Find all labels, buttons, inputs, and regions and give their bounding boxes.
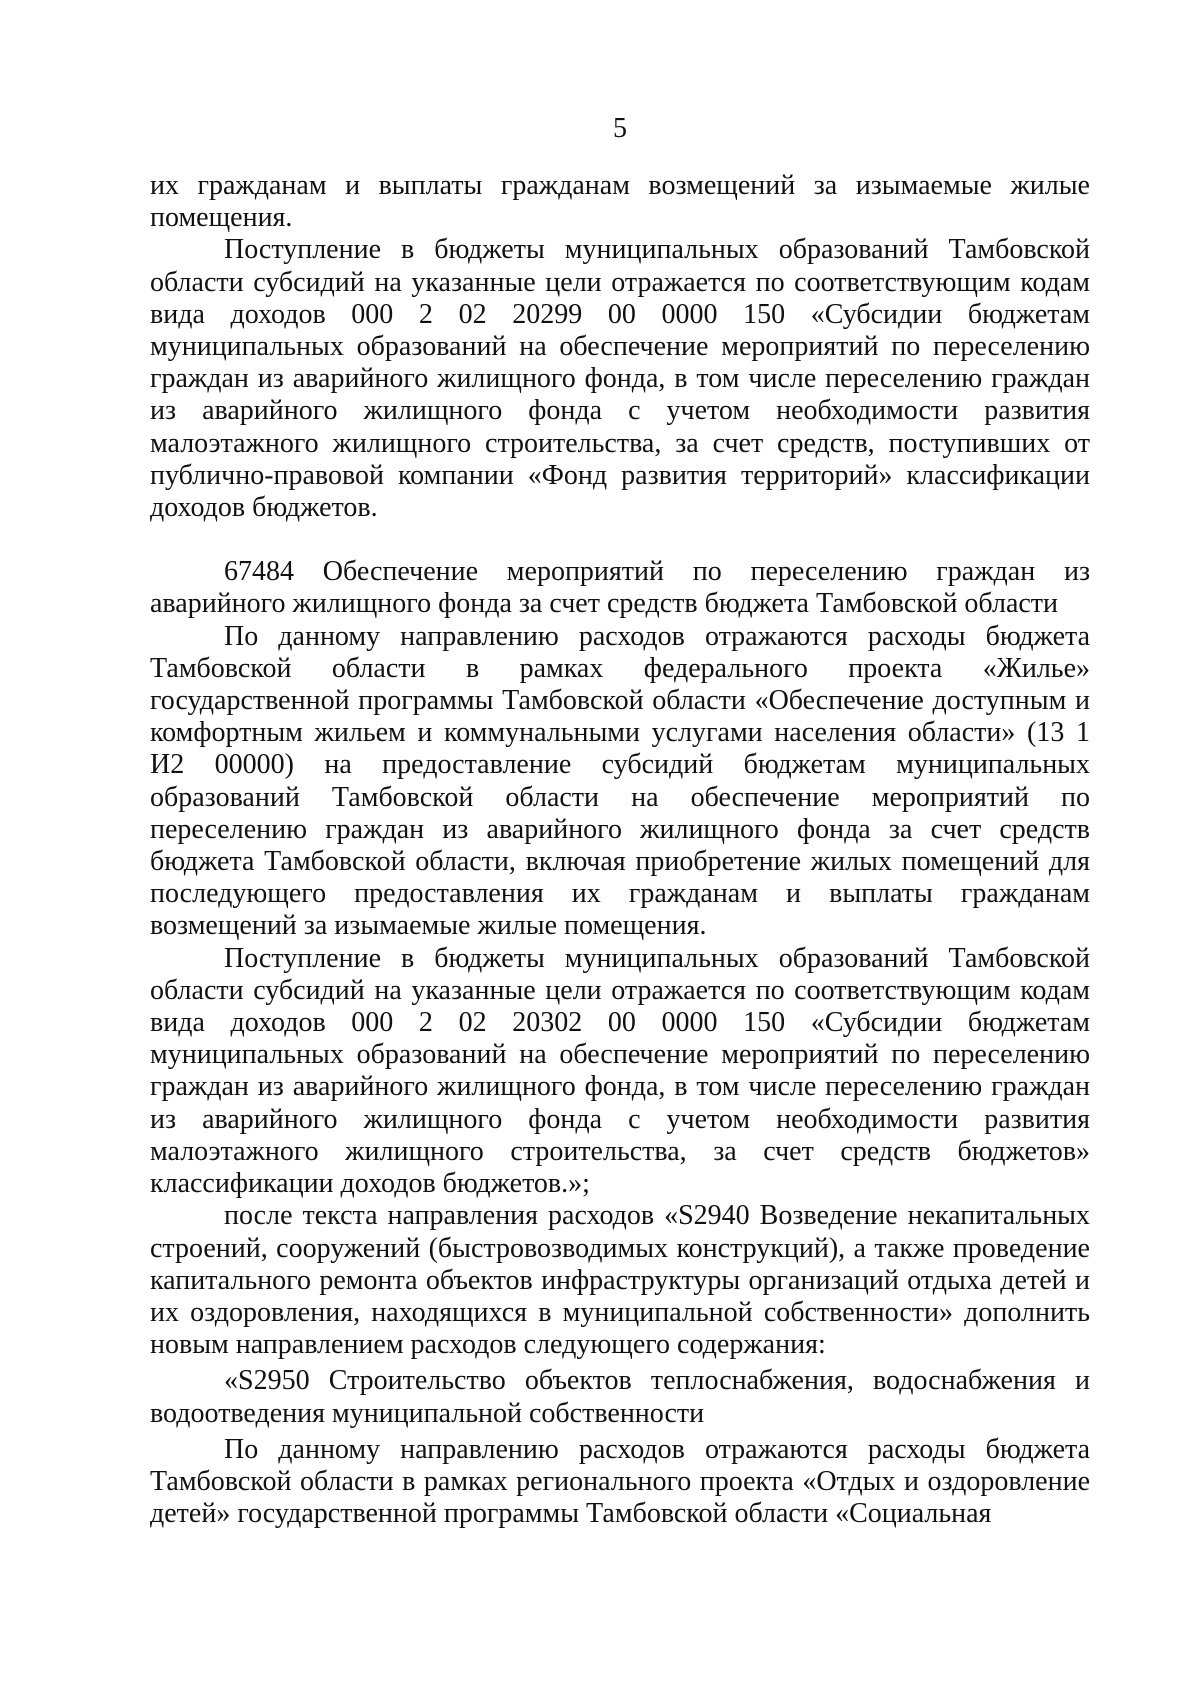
document-body bbox=[150, 170, 1090, 1530]
expense-direction-heading-s2950: «S2950 Строительство объектов теплоснабжения, водоснабжения и водоотведения муниципальной собственности bbox=[150, 1365, 1090, 1429]
paragraph-expense-description-s2950: По данному направлению расходов отражаются расходы бюджета Тамбовской области в рамках регионального проекта «Отдых и оздоровление детей» государственной программы Тамбовской области «Социальная bbox=[150, 1433, 1090, 1530]
paragraph-amendment-instruction: после текста направления расходов «S2940 Возведение некапитальных строений, сооружений (быстровозводимых конструкций), а также проведение капитального ремонта объектов инфраструктуры организаций отдыха детей и их оздоровления, находящихся в муниципальной собственности» дополнить новым направлением расходов следующего содержания: bbox=[150, 1200, 1090, 1361]
paragraph-expense-description-67484: По данному направлению расходов отражаются расходы бюджета Тамбовской области в рамках федерального проекта «Жилье» государственной программы Тамбовской области «Обеспечение доступным и комфортным жильем и коммунальными услугами населения области» (13 1 И2 00000) на предоставление субсидий бюджетам муниципальных образований Тамбовской области на обеспечение мероприятий по переселению граждан из аварийного жилищного фонда за счет средств бюджета Тамбовской области, включая приобретение жилых помещений для последующего предоставления их гражданам и выплаты гражданам возмещений за изымаемые жилые помещения. bbox=[150, 620, 1090, 942]
expense-direction-heading-67484: 67484 Обеспечение мероприятий по переселению граждан из аварийного жилищного фонда за счет средств бюджета Тамбовской области bbox=[150, 556, 1090, 620]
paragraph-continuation: их гражданам и выплаты гражданам возмещений за изымаемые жилые помещения. bbox=[150, 170, 1090, 234]
paragraph-income-receipt-20299: Поступление в бюджеты муниципальных образований Тамбовской области субсидий на указанные цели отражается по соответствующим кодам вида доходов 000 2 02 20299 00 0000 150 «Субсидии бюджетам муниципальных образований на обеспечение мероприятий по переселению граждан из аварийного жилищного фонда, в том числе переселению граждан из аварийного жилищного фонда с учетом необходимости развития малоэтажного жилищного строительства, за счет средств, поступивших от публично-правовой компании «Фонд развития территорий» классификации доходов бюджетов. bbox=[150, 234, 1090, 524]
paragraph-income-receipt-20302: Поступление в бюджеты муниципальных образований Тамбовской области субсидий на указанные цели отражается по соответствующим кодам вида доходов 000 2 02 20302 00 0000 150 «Субсидии бюджетам муниципальных образований на обеспечение мероприятий по переселению граждан из аварийного жилищного фонда, в том числе переселению граждан из аварийного жилищного фонда с учетом необходимости развития малоэтажного жилищного строительства, за счет средств бюджетов» классификации доходов бюджетов.»; bbox=[150, 942, 1090, 1200]
page-number: 5 bbox=[613, 113, 627, 144]
